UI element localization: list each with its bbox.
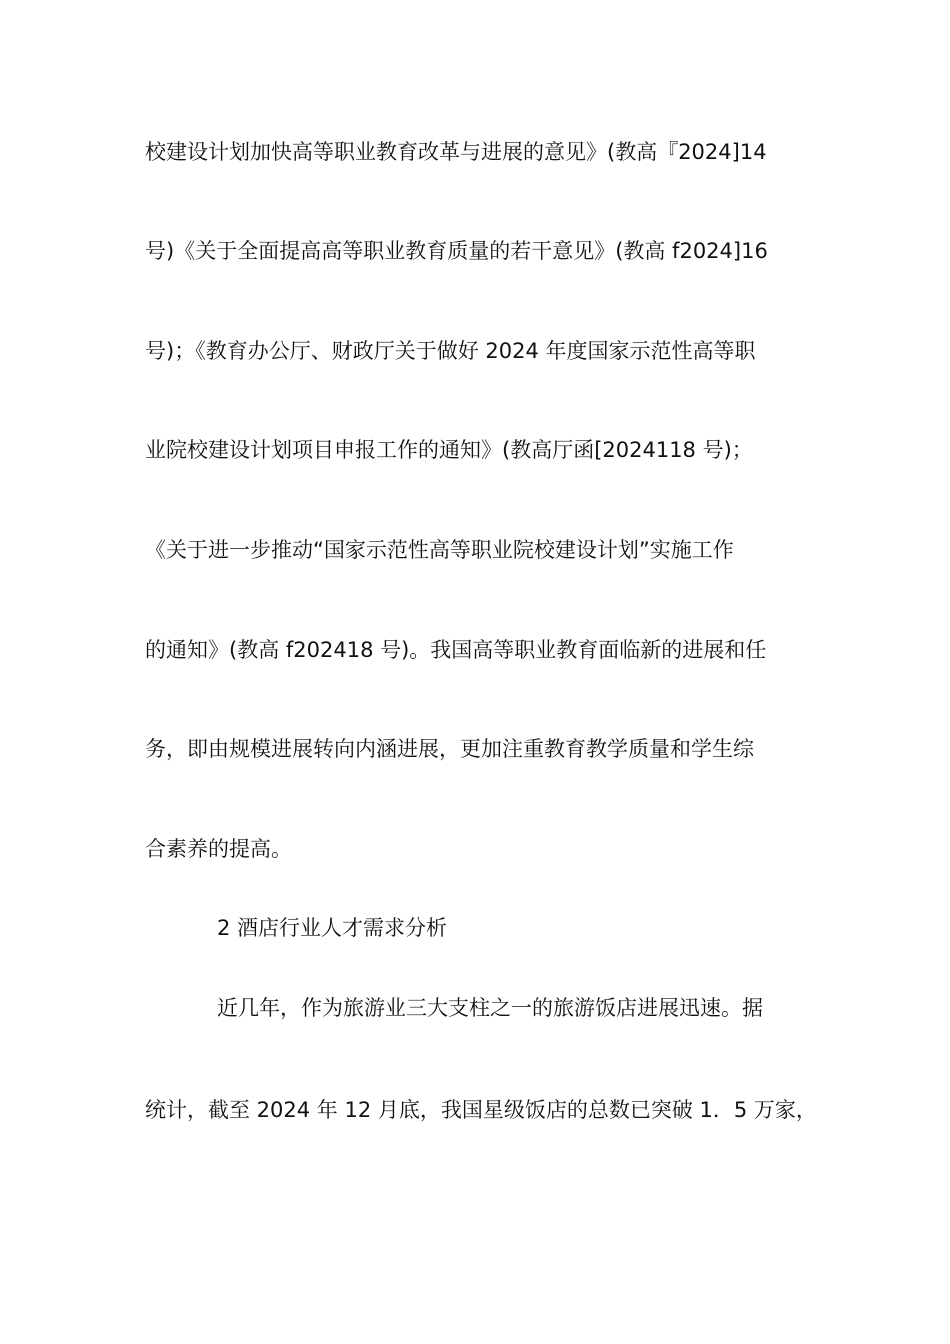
paragraph-line-1: 校建设计划加快高等职业教育改革与进展的意见》(教高『2024]14 xyxy=(145,140,767,164)
paragraph-line-2: 号)《关于全面提高高等职业教育质量的若干意见》(教高 f2024]16 xyxy=(145,239,768,263)
paragraph-line-3: 号)；《教育办公厅、财政厅关于做好 2024 年度国家示范性高等职 xyxy=(145,339,756,363)
paragraph-line-9: 近几年，作为旅游业三大支柱之一的旅游饭店进展迅速。据 xyxy=(217,996,763,1020)
paragraph-line-6: 的通知》(教高 f202418 号)。我国高等职业教育面临新的进展和任 xyxy=(145,638,767,662)
paragraph-line-8: 合素养的提高。 xyxy=(145,837,292,861)
paragraph-line-5: 《关于进一步推动“国家示范性高等职业院校建设计划”实施工作 xyxy=(145,538,734,562)
paragraph-line-4: 业院校建设计划项目申报工作的通知》(教高厅函[2024118 号)； xyxy=(145,438,753,462)
section-heading: 2 酒店行业人才需求分析 xyxy=(217,916,448,940)
paragraph-line-7: 务，即由规模进展转向内涵进展，更加注重教育教学质量和学生综 xyxy=(145,737,754,761)
paragraph-line-10: 统计，截至 2024 年 12 月底，我国星级饭店的总数已突破 1．5 万家， xyxy=(145,1098,817,1122)
